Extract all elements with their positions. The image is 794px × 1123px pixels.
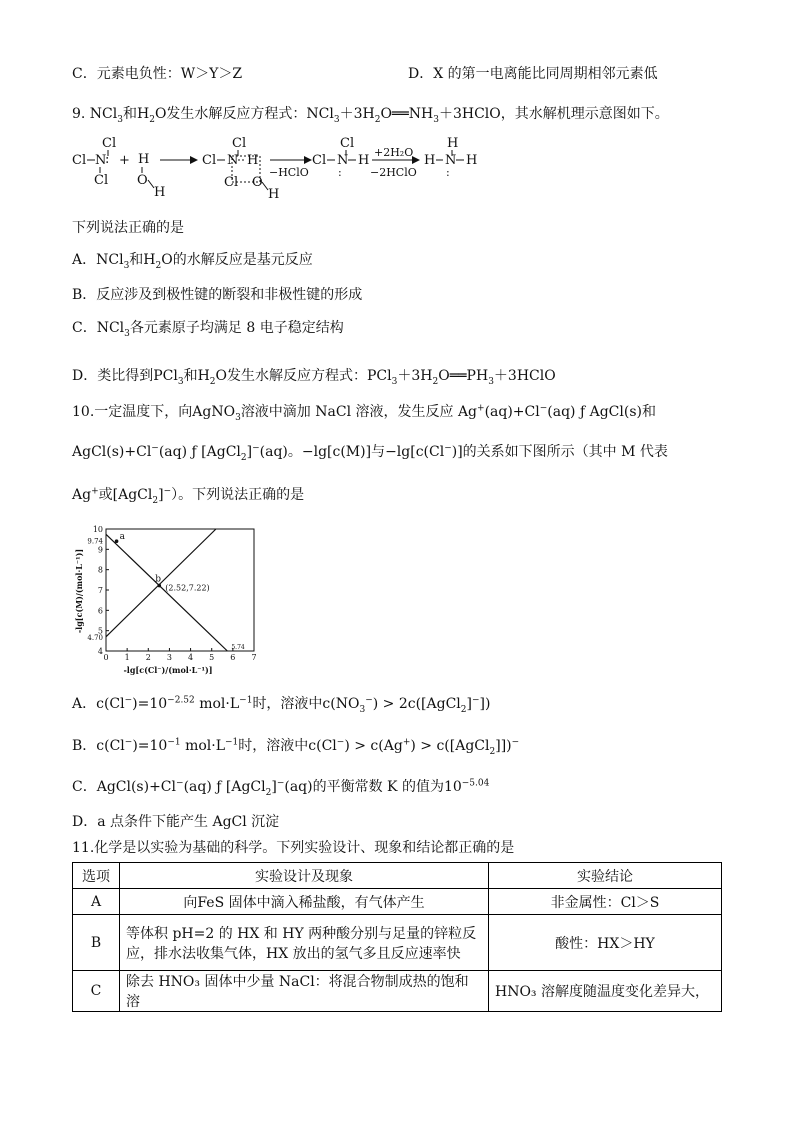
q10-stem-line1: 10.一定温度下，向AgNO$_3$溶液中滴加 NaCl 溶液，发生反应 Ag+(aq)+Cl−(aq) ƒ AgCl(s)和 — [72, 403, 656, 423]
q10-option-c: C．AgCl(s)+Cl−(aq) ƒ [AgCl$_2$]−(aq)的平衡常数 K 的值为$10^{-5.04}$ — [72, 778, 490, 798]
table-row — [73, 915, 722, 971]
row-conclusion: 酸性：HX＞HY — [489, 915, 722, 971]
svg-text::: : — [446, 166, 450, 179]
q10-stem-line2: AgCl(s)+Cl−(aq) ƒ [AgCl$_2$]−(aq)。−lg[c(M)]与−lg[c(Cl−)]的关系如下图所示（其中 M 代表 — [72, 443, 668, 463]
row-conclusion: HNO₃ 溶解度随温度变化差异大， — [489, 971, 722, 1012]
svg-text:N: N — [445, 153, 457, 168]
svg-text:H: H — [268, 187, 280, 202]
point-label-b: b — [155, 574, 162, 585]
x-tick-label: 4 — [188, 653, 194, 662]
mech-cl: Cl — [102, 136, 117, 151]
y-tick-label: 10 — [92, 525, 103, 534]
svg-text:H: H — [358, 153, 370, 168]
row-design: 向FeS 固体中滴入稀盐酸，有气体产生 — [120, 889, 489, 915]
row-design: 除去 HNO₃ 固体中少量 NaCl：将混合物制成热的饱和溶 — [120, 971, 489, 1012]
x-tick-label: 3 — [166, 653, 172, 662]
row-design: 等体积 pH=2 的 HX 和 HY 两种酸分别与足量的锌粒反 应，排水法收集气体，HX 放出的氢气多且反应速率快 — [120, 915, 489, 971]
row-option: C — [73, 971, 120, 1012]
row-option: B — [73, 915, 120, 971]
mech-cl: Cl — [94, 173, 109, 188]
q8-option-c: C．元素电负性：W＞Y＞Z — [72, 66, 243, 82]
y-axis-label: -lg[c(M)/(mol·L⁻¹)] — [74, 548, 84, 634]
q9-option-b: B．反应涉及到极性键的断裂和非极性键的形成 — [72, 287, 363, 303]
x-axis-label: -lg[c(Cl⁻)/(mol·L⁻¹)] — [123, 665, 213, 675]
mech-h: H — [154, 185, 166, 200]
svg-text::: : — [105, 152, 110, 167]
point-label-a: a — [119, 532, 125, 543]
q9-option-c: C．NCl$_3$各元素原子均满足 8 电子稳定结构 — [72, 320, 344, 339]
mech-h: H — [138, 152, 150, 167]
y-special-label: 9.74 — [87, 537, 103, 546]
minus-2hclo-label: −2HClO — [370, 166, 417, 179]
table-row — [73, 971, 722, 1012]
x-tick-label: 7 — [251, 653, 257, 662]
y-special-label: 4.70 — [87, 633, 103, 642]
mech-cl: Cl — [72, 153, 87, 168]
svg-text:H: H — [247, 153, 259, 168]
q9-stem: 9. NCl$_3$和$H_2O$发生水解反应方程式：$NCl_3+3H_2O══NH_3+3HClO$，其水解机理示意图如下。 — [72, 106, 669, 125]
y-tick-label: 4 — [97, 647, 103, 656]
q11-stem: 11.化学是以实验为基础的科学。下列实验设计、现象和结论都正确的是 — [72, 840, 515, 856]
y-tick-label: 9 — [97, 545, 103, 555]
x-tick-label: 0 — [103, 653, 109, 662]
q10-chart — [72, 521, 262, 677]
mech-o: O — [137, 173, 148, 188]
q10-option-b: B．$c(Cl^-)=10^{-1}$ $mol\cdot L^{-1}$时，溶液中c(Cl−) > c(Ag+) > c([AgCl$_2$]])− — [72, 737, 520, 757]
header-design: 实验设计及现象 — [120, 863, 489, 889]
row-conclusion: 非金属性：Cl＞S — [489, 889, 722, 915]
point-coord-label: (2.52,7.22) — [165, 583, 210, 593]
minus-hclo-label: −HClO — [269, 166, 309, 179]
svg-text:Cl: Cl — [202, 153, 217, 168]
y-tick-label: 6 — [97, 606, 103, 616]
header-option: 选项 — [73, 863, 120, 889]
svg-text:O: O — [252, 175, 263, 190]
svg-text:+: + — [119, 153, 130, 168]
q10-option-d: D．a 点条件下能产生 AgCl 沉淀 — [72, 814, 280, 830]
q9-prompt: 下列说法正确的是 — [72, 220, 184, 236]
svg-text:H: H — [424, 153, 436, 168]
q9-option-d: D．类比得到PCl$_3$和$H_2O$发生水解反应方程式：$PCl_3+3H_2O══PH_3+3HClO$ — [72, 368, 556, 387]
point-a — [115, 539, 119, 543]
hydrolysis-mechanism-diagram — [72, 136, 502, 202]
y-tick-label: 8 — [97, 565, 103, 575]
mech-n: N — [95, 153, 107, 168]
svg-text::: : — [338, 166, 342, 179]
plus-2h2o-label: +2H₂O — [374, 146, 414, 159]
q11-table — [72, 862, 722, 1012]
q10-stem-line3: Ag+或[AgCl$_2$]−）。下列说法正确的是 — [72, 486, 305, 506]
svg-text:N: N — [337, 153, 349, 168]
x-tick-label: 5 — [209, 653, 215, 662]
q8-option-d: D．X 的第一电离能比同周期相邻元素低 — [408, 66, 658, 82]
q9-option-a: A．NCl$_3$和$H_2O$的水解反应是基元反应 — [72, 252, 313, 271]
svg-text:H: H — [447, 136, 459, 151]
y-tick-label: 7 — [97, 586, 103, 595]
series-line-0 — [106, 534, 227, 651]
svg-text:Cl: Cl — [224, 175, 239, 190]
svg-text:H: H — [466, 153, 478, 168]
svg-text:Cl: Cl — [232, 136, 247, 151]
x-tick-label: 2 — [145, 653, 151, 662]
y-tick-label: 5 — [97, 626, 103, 636]
x-tick-label: 1 — [124, 653, 130, 662]
x-special-label: 5.74 — [231, 644, 245, 651]
row-option: A — [73, 889, 120, 915]
q10-option-a: A．$c(Cl^-)=10^{-2.52}$ $mol\cdot L^{-1}$时，溶液中$c(NO_3^-)$ > 2c([AgCl$_2$]−]) — [72, 695, 491, 715]
svg-text:Cl: Cl — [312, 153, 327, 168]
table-row — [73, 889, 722, 915]
header-conclusion: 实验结论 — [489, 863, 722, 889]
table-header-row — [73, 863, 722, 889]
svg-text:N: N — [227, 153, 239, 168]
x-tick-label: 6 — [230, 653, 236, 662]
svg-text:Cl: Cl — [340, 136, 355, 151]
